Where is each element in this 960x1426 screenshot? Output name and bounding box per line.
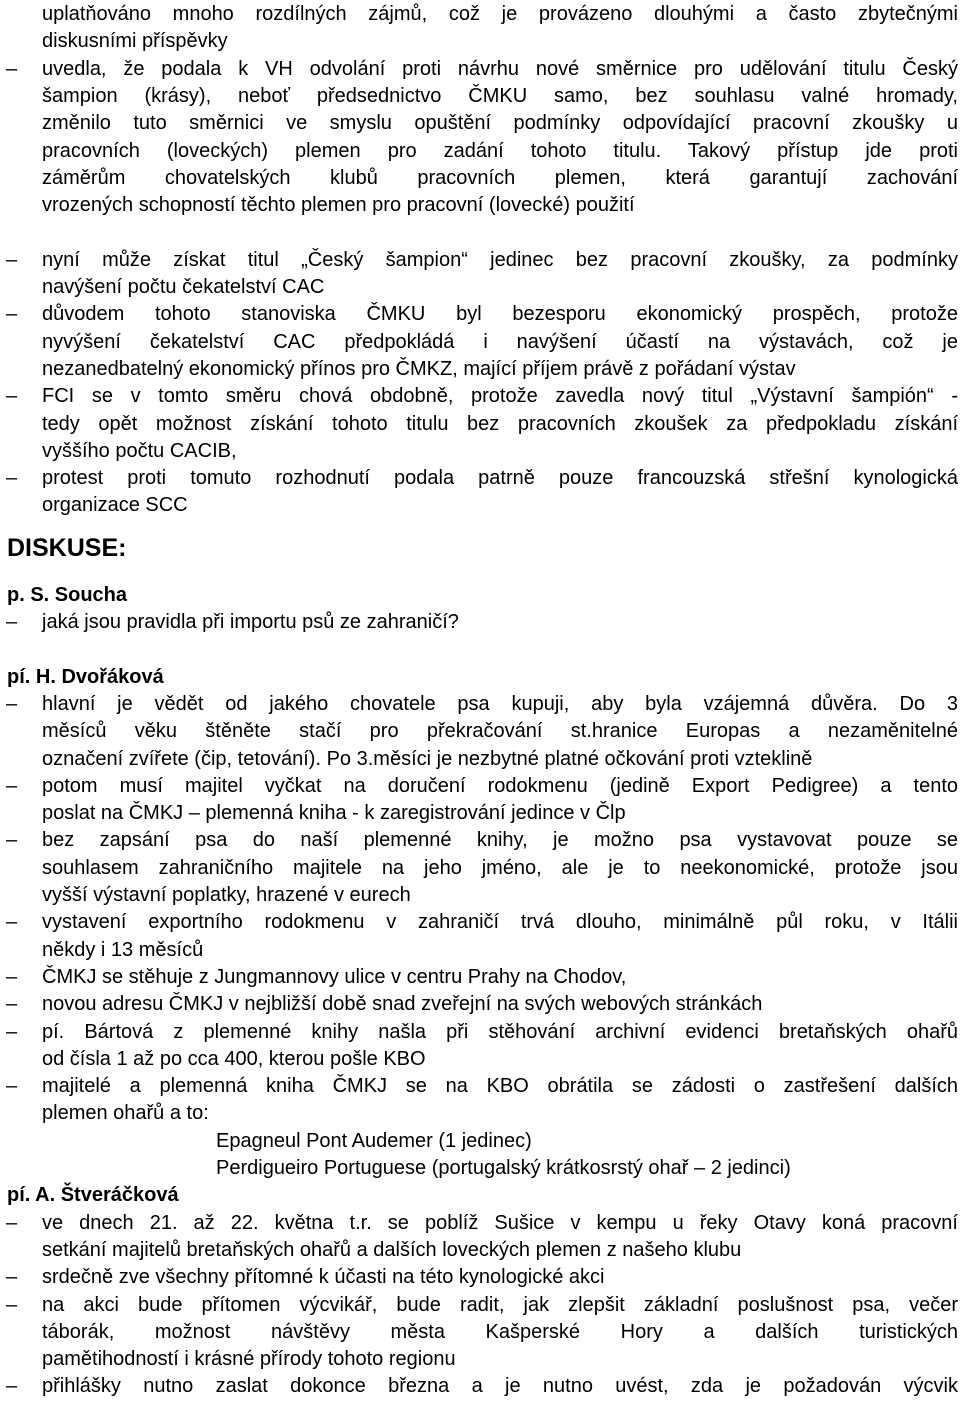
text-line: někdy i 13 měsíců (42, 938, 204, 961)
text-line: vrozených schopností těchto plemen pro pracovní (lovecké) použití (42, 194, 635, 217)
text-line: nyvýšení čekatelství CAC předpokládá i navýšení účastí na výstavách, což je (42, 330, 958, 353)
text-line: vyššího počtu CACIB, (42, 439, 237, 462)
text-line: změnilo tuto směrnici ve smyslu opuštění podmínky odpovídající pracovní zkoušky u (42, 112, 958, 135)
text-line: záměrům chovatelských klubů pracovních plemen, která garantují zachování (42, 166, 958, 189)
bullet-dash: – (6, 1020, 18, 1043)
bullet-dash: – (6, 385, 18, 408)
text-line: uplatňováno mnoho rozdílných zájmů, což je provázeno dlouhými a často zbytečnými (42, 3, 958, 25)
bullet-dash: – (6, 774, 18, 797)
bullet-dash: – (6, 467, 18, 490)
speaker-name: pí. A. Štveráčková (7, 1184, 179, 1207)
text-line: FCI se v tomto směru chová obdobně, protože zavedla nový titul „Výstavní šampión“ - (42, 385, 958, 408)
bullet-dash: – (6, 1375, 18, 1398)
bullet-dash: – (6, 1293, 18, 1316)
text-line: ČMKJ se stěhuje z Jungmannovy ulice v centru Prahy na Chodov, (42, 965, 627, 988)
text-line: táborák, možnost návštěvy města Kašperské Hory a dalších turistických (42, 1320, 958, 1343)
text-line: nyní může získat titul „Český šampion“ jedinec bez pracovní zkoušky, za podmínky (42, 248, 958, 271)
text-line: označení zvířete (čip, tetování). Po 3.měsíci je nezbytné platné očkování proti vzteklině (42, 747, 813, 770)
text-line: hlavní je vědět od jakého chovatele psa kupuji, aby byla vzájemná důvěra. Do 3 (42, 692, 958, 715)
bullet-dash: – (6, 1211, 18, 1234)
text-line: plemen ohařů a to: (42, 1102, 209, 1125)
text-line: vyšší výstavní poplatky, hrazené v eurech (42, 884, 411, 906)
speaker-name: p. S. Soucha (7, 583, 128, 606)
text-line: potom musí majitel vyčkat na doručení rodokmenu (jedině Export Pedigree) a tento (42, 774, 958, 797)
bullet-dash: – (6, 965, 18, 988)
text-line: jaká jsou pravidla při importu psů ze zahraničí? (42, 611, 459, 633)
text-line: měsíců věku štěněte stačí pro překračování st.hranice Europas a nezaměnitelné (42, 720, 958, 743)
text-line: protest proti tomuto rozhodnutí podala patrně pouze francouzská střešní kynologická (42, 467, 958, 490)
text-line: souhlasem zahraničního majitele na jeho jméno, ale je to neekonomické, protože jsou (42, 856, 958, 879)
text-line: přihlášky nutno zaslat dokonce března a je nutno uvést, zda je požadován výcvik (42, 1375, 958, 1398)
text-line: novou adresu ČMKJ v nejbližší době snad zveřejní na svých webových stránkách (42, 993, 763, 1016)
text-line: navýšení počtu čekatelství CAC (42, 276, 325, 298)
speaker-name: pí. H. Dvořáková (7, 665, 164, 688)
text-line: uvedla, že podala k VH odvolání proti návrhu nové směrnice pro udělování titulu Český (42, 57, 958, 80)
text-line: organizace SCC (42, 494, 188, 517)
text-line: setkání majitelů bretaňských ohařů a dalších loveckých plemen z našeho klubu (42, 1238, 742, 1261)
bullet-dash: – (6, 303, 18, 326)
bullet-dash: – (6, 57, 18, 80)
section-heading: DISKUSE: (7, 533, 127, 562)
text-line: pracovních (loveckých) plemen pro zadání tohoto titulu. Takový přístup jde proti (42, 139, 958, 162)
text-line: diskusními příspěvky (42, 30, 228, 53)
bullet-dash: – (6, 692, 18, 715)
text-line: pí. Bártová z plemenné knihy našla při stěhování archivní evidenci bretaňských ohařů (42, 1020, 958, 1043)
text-line: srdečně zve všechny přítomné k účasti na této kynologické akci (42, 1266, 605, 1289)
text-line: poslat na ČMKJ – plemenná kniha - k zaregistrování jedince v Člp (42, 802, 626, 825)
text-line: vystavení exportního rodokmenu v zahraničí trvá dlouho, minimálně půl roku, v Itálii (42, 911, 958, 934)
text-line: Perdigueiro Portuguese (portugalský krátkosrstý ohař – 2 jedinci) (216, 1157, 791, 1179)
bullet-dash: – (6, 829, 18, 852)
text-line: majitelé a plemenná kniha ČMKJ se na KBO obrátila se zádosti o zastřešení dalších (42, 1075, 958, 1098)
text-line: bez zapsání psa do naší plemenné knihy, je možno psa vystavovat pouze se (42, 829, 958, 852)
bullet-dash: – (6, 248, 18, 271)
text-line: nezanedbatelný ekonomický přínos pro ČMKZ, mající příjem právě z pořádaní výstav (42, 357, 796, 380)
bullet-dash: – (6, 911, 18, 934)
text-line: od čísla 1 až po cca 400, kterou pošle KBO (42, 1047, 426, 1070)
text-line: důvodem tohoto stanoviska ČMKU byl bezesporu ekonomický prospěch, protože (42, 303, 958, 326)
text-line: pamětihodností i krásné přírody tohoto regionu (42, 1348, 456, 1371)
bullet-dash: – (6, 1266, 18, 1289)
text-line: na akci bude přítomen výcvikář, bude radit, jak zlepšit základní poslušnost psa, večer (42, 1293, 958, 1316)
text-line: tedy opět možnost získání tohoto titulu bez pracovních zkoušek za předpokladu získání (42, 412, 958, 435)
text-line: Epagneul Pont Audemer (1 jedinec) (216, 1129, 532, 1152)
text-line: šampion (krásy), neboť předsednictvo ČMKU samo, bez souhlasu valné hromady, (42, 84, 958, 107)
bullet-dash: – (6, 993, 18, 1016)
text-line: ve dnech 21. až 22. května t.r. se poblíž Sušice v kempu u řeky Otavy koná pracovní (42, 1211, 958, 1234)
bullet-dash: – (6, 611, 18, 633)
bullet-dash: – (6, 1075, 18, 1098)
